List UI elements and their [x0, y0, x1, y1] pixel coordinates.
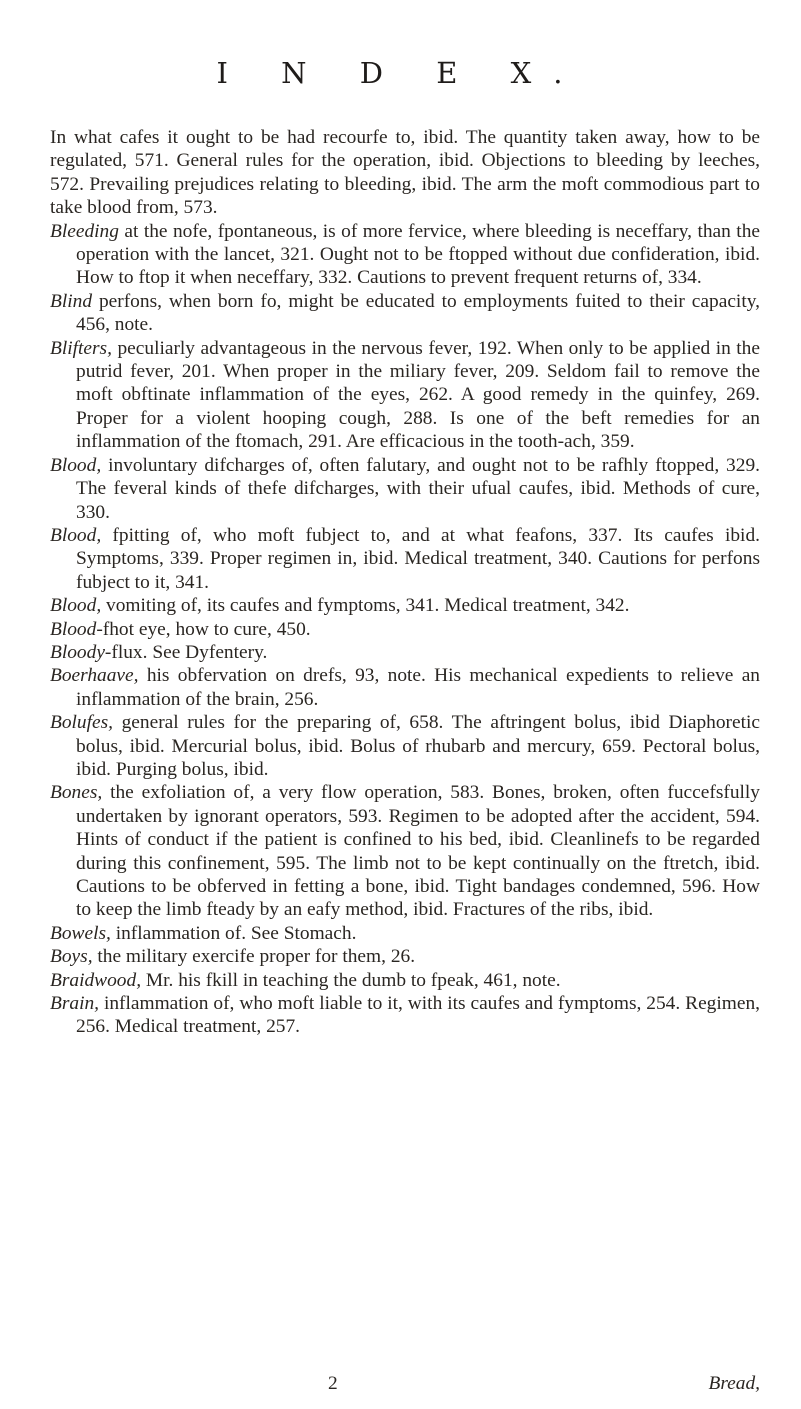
index-entry — [50, 641, 760, 664]
entry-headword: Blood, — [50, 595, 102, 617]
page-footer — [50, 1373, 760, 1399]
catchword: Bread, — [708, 1373, 760, 1394]
index-entry — [50, 781, 760, 921]
entry-headword: Boys, — [50, 946, 93, 968]
index-entry — [50, 922, 760, 945]
entry-headword: Blind — [50, 290, 93, 312]
entry-text: general rules for the preparing of, 658. The aftringent bolus, ibid Diaphoretic bolus, ibid. Mercurial bolus, ibid. Bolus of rhubarb and mercury, 659. Pectoral bolus, ibid. Purging bolus, ibid. — [76, 712, 760, 780]
entry-headword: Bones, — [50, 782, 103, 804]
entry-headword: Bowels, — [50, 922, 111, 944]
entry-headword: Blifters, — [50, 337, 112, 359]
index-entry — [50, 126, 760, 220]
entry-text: flux. See Dyfentery. — [111, 641, 268, 663]
entry-text: involuntary difcharges of, often falutary, and ought not to be rafhly ftopped, 329. The feveral kinds of thefe difcharges, with their ufual caufes, ibid. Methods of cure, 330. — [76, 454, 760, 523]
index-entry — [50, 337, 760, 454]
index-entry — [50, 220, 760, 290]
index-entry — [50, 454, 760, 524]
index-entries — [50, 126, 760, 1039]
entry-headword: Brain, — [50, 993, 100, 1015]
entry-text: Mr. his fkill in teaching the dumb to fpeak, 461, note. — [141, 969, 561, 991]
entry-text: fpitting of, who moft fubject to, and at what feafons, 337. Its caufes ibid. Symptoms, 339. Proper regimen in, ibid. Medical treatment, 340. Cautions for perfons fubject to it, 341. — [76, 524, 760, 593]
index-entry — [50, 969, 760, 992]
index-entry — [50, 594, 760, 617]
entry-text: In what cafes it ought to be had recourfe to, ibid. The quantity taken away, how to be regulated, 571. General rules for the operation, ibid. Objections to bleeding by leeches, 572. Prevailing prejudices relating to bleeding, ibid. The arm the moft commodious part to take blood from, 573. — [50, 127, 760, 219]
entry-text: vomiting of, its caufes and fymptoms, 341. Medical treatment, 342. — [101, 595, 630, 617]
entry-headword: Blood- — [50, 618, 103, 640]
index-entry — [50, 524, 760, 594]
index-entry — [50, 618, 760, 641]
entry-text: his obfervation on drefs, 93, note. His mechanical expedients to relieve an inflammation of the brain, 256. — [76, 665, 760, 710]
index-entry — [50, 711, 760, 781]
entry-headword: Blood, — [50, 524, 102, 546]
entry-headword: Bloody- — [50, 641, 112, 663]
index-entry — [50, 945, 760, 968]
index-entry — [50, 290, 760, 337]
index-entry — [50, 664, 760, 711]
entry-text: inflammation of. See Stomach. — [110, 922, 357, 944]
entry-headword: Boerhaave, — [50, 665, 139, 687]
entry-headword: Blood, — [50, 454, 102, 476]
entry-text: the exfoliation of, a very flow operation, 583. Bones, broken, often fuccefsfully undertaken by ignorant operators, 593. Regimen to be adopted after the accident, 594. Hints of conduct if the patient is confined to his bed, ibid. Cleanlinefs to be regarded during this confinement, 595. The limb not to be kept continually on the ftretch, ibid. Cautions to be obferved in fetting a bone, ibid. Tight bandages condemned, 596. How to keep the limb fteady by an eafy method, ibid. Fractures of the ribs, ibid. — [76, 782, 760, 921]
entry-text: perfons, when born fo, might be educated to employments fuited to their capacity, 456, note. — [76, 290, 760, 336]
entry-text: fhot eye, how to cure, 450. — [102, 618, 311, 640]
running-head: I N D E X. — [216, 56, 585, 90]
entry-headword: Bleeding — [50, 220, 119, 242]
entry-headword: Bolufes, — [50, 712, 114, 734]
entry-text: peculiarly advantageous in the nervous fever, 192. When only to be applied in the putrid fever, 201. When proper in the miliary fever, 209. Seldom fail to remove the moft obftinate inflammation of the eyes, 262. A good remedy in the quinfey, 269. Proper for a violent hooping cough, 288. Is one of the beft remedies for an inflammation of the ftomach, 291. Are efficacious in the tooth-ach, 359. — [76, 337, 760, 453]
signature-mark: 2 — [328, 1373, 338, 1394]
index-entry — [50, 992, 760, 1039]
entry-text: inflammation of, who moft liable to it, with its caufes and fymptoms, 254. Regimen, 256. Medical treatment, 257. — [76, 993, 760, 1038]
entry-text: the military exercife proper for them, 26. — [92, 946, 416, 968]
entry-headword: Braidwood, — [50, 969, 142, 991]
entry-text: at the nofe, fpontaneous, is of more fervice, where bleeding is neceffary, than the operation with the lancet, 321. Ought not to be ftopped without due confideration, ibid. How to ftop it when neceffary, 332. Cautions to prevent frequent returns of, 334. — [76, 220, 760, 289]
